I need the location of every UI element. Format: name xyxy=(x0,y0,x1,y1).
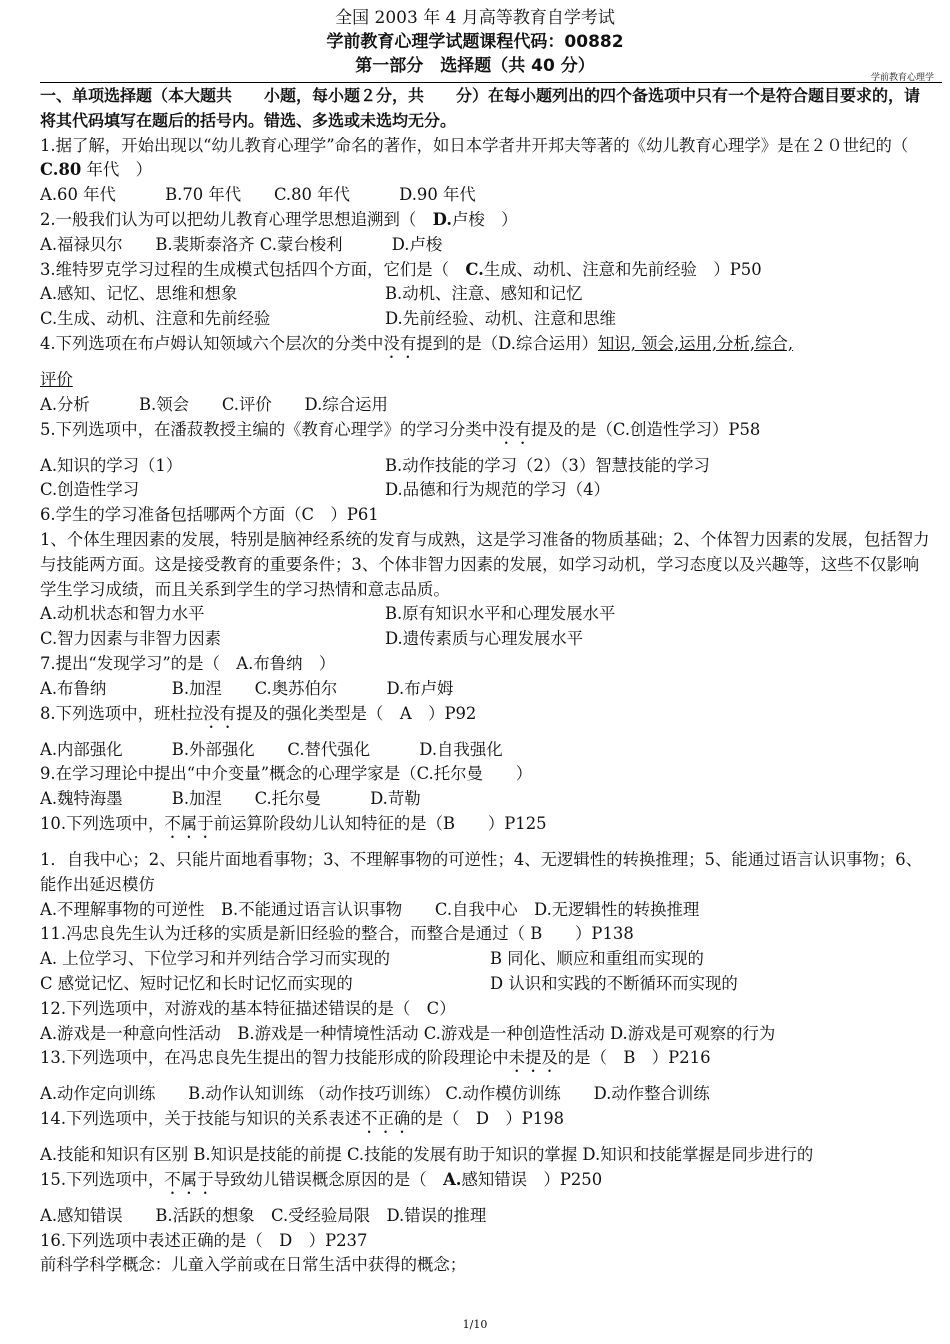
question-15-options: A.感知错误 B.活跃的想象 C.受经验局限 D.错误的推理 xyxy=(40,1205,487,1225)
question-1-stem: 1.据了解，开始出现以“幼儿教育心理学”命名的著作，如日本学者井开邦夫等著的《幼儿教育心理学》是在２０世纪的（ C.80 年代 ） xyxy=(40,135,925,180)
question-9-stem: 9.在学习理论中提出“中介变量”概念的心理学家是（C.托尔曼 ） xyxy=(40,764,533,784)
question-2-options: A.福禄贝尔 B.裴斯泰洛齐 C.蒙台梭利 D.卢梭 xyxy=(40,234,443,254)
page-header xyxy=(0,6,950,78)
header-rule xyxy=(40,82,942,83)
question-5-options-row-2: C.创造性学习 D.品德和行为规范的学习（4） xyxy=(40,480,610,500)
page-number: 1/10 xyxy=(462,1318,488,1331)
question-7-stem: 7.提出“发现学习”的是（ A.布鲁纳 ） xyxy=(40,653,336,673)
question-6-note: 1、个体生理因素的发展，特别是脑神经系统的发育与成熟，这是学习准备的物质基础；2、个体智力因素的发展，包括智力与技能两方面。这是接受教育的重要条件；3、个体非智力因素的发展，如学习动机，学习态度以及兴趣等，这些不仅影响学生学习成绩，而且关系到学生的学习热情和意志品质。 xyxy=(40,529,930,599)
question-3-options-row-1: A.感知、记忆、思维和想象 B.动机、注意、感知和记忆 xyxy=(40,284,583,304)
part-title: 第一部分 选择题（共 40 分） xyxy=(355,56,595,76)
question-5-options-row-1: A.知识的学习（1） B.动作技能的学习（2）（3）智慧技能的学习 xyxy=(40,455,710,475)
question-3-options-row-2: C.生成、动机、注意和先前经验 D.先前经验、动机、注意和思维 xyxy=(40,309,616,329)
question-2-stem: 2.一般我们认为可以把幼儿教育心理学思想追溯到（ D.卢梭 ） xyxy=(40,209,518,229)
question-16-stem: 16.下列选项中表述正确的是（ D ）P237 xyxy=(40,1230,368,1250)
question-10-note: 1．自我中心；2、只能片面地看事物；3、不理解事物的可逆性；4、无逻辑性的转换推理；5、能通过语言认识事物；6、能作出延迟模仿 xyxy=(40,849,923,894)
question-3-answer: C. xyxy=(465,259,484,279)
question-12-stem: 12.下列选项中，对游戏的基本特征描述错误的是（ C） xyxy=(40,998,456,1018)
question-10-options: A.不理解事物的可逆性 B.不能通过语言认识事物 C.自我中心 D.无逻辑性的转换推理 xyxy=(40,899,700,919)
question-4-stem: 4.下列选项在布卢姆认知领域六个层次的分类中没有提到的是（D.综合运用）知识, 领会,运用,分析,综合, xyxy=(40,333,794,353)
question-5-stem: 5.下列选项中，在潘菽教授主编的《教育心理学》的学习分类中没有提及的是（C.创造性学习）P58 xyxy=(40,419,761,439)
question-6-stem: 6.学生的学习准备包括哪两个方面（C ）P61 xyxy=(40,505,379,525)
question-3-stem: 3.维特罗克学习过程的生成模式包括四个方面，它们是（ C.生成、动机、注意和先前经验 ）P50 xyxy=(40,259,762,279)
question-11-options-row-2: C 感觉记忆、短时记忆和长时记忆而实现的 D 认识和实践的不断循环而实现的 xyxy=(40,973,738,993)
question-12-options: A.游戏是一种意向性活动 B.游戏是一种情境性活动 C.游戏是一种创造性活动 D.游戏是可观察的行为 xyxy=(40,1023,776,1043)
running-header: 学前教育心理学 xyxy=(870,73,934,83)
question-4-note: 知识, 领会,运用,分析,综合, xyxy=(597,333,794,353)
question-1-options: A.60 年代 B.70 年代 C.80 年代 D.90 年代 xyxy=(40,185,476,205)
question-6-options-row-2: C.智力因素与非智力因素 D.遗传素质与心理发展水平 xyxy=(40,629,584,649)
question-4-options: A.分析 B.领会 C.评价 D.综合运用 xyxy=(40,394,388,414)
question-16-note: 前科学科学概念：儿童入学前或在日常生活中获得的概念； xyxy=(40,1255,467,1275)
question-15-answer: A. xyxy=(443,1169,462,1189)
question-9-options: A.魏特海墨 B.加涅 C.托尔曼 D.苛勒 xyxy=(40,789,421,809)
question-2-answer: D. xyxy=(432,209,452,229)
question-6-options-row-1: A.动机状态和智力水平 B.原有知识水平和心理发展水平 xyxy=(40,604,616,624)
question-13-options: A.动作定向训练 B.动作认知训练 （动作技巧训练） C.动作模仿训练 D.动作整合训练 xyxy=(40,1084,710,1104)
question-15-stem: 15.下列选项中，不属于导致幼儿错误概念原因的是（ A.感知错误 ）P250 xyxy=(40,1169,603,1189)
section-instructions: 一、单项选择题（本大题共 小题，每小题２分，共 分）在每小题列出的四个备选项中只有一个是符合题目要求的，请将其代码填写在题后的括号内。错选、多选或未选均无分。 xyxy=(40,86,921,130)
question-13-stem: 13.下列选项中，在冯忠良先生提出的智力技能形成的阶段理论中未提及的是（ B ）P216 xyxy=(40,1048,711,1068)
exam-title: 全国 2003 年 4 月高等教育自学考试 xyxy=(335,8,615,28)
question-4-note-cont: 评价 xyxy=(40,369,73,389)
question-11-stem: 11.冯忠良先生认为迁移的实质是新旧经验的整合，而整合是通过（ B ）P138 xyxy=(40,924,634,944)
exam-body xyxy=(40,84,935,1278)
question-8-stem: 8.下列选项中，班杜拉没有提及的强化类型是（ A ）P92 xyxy=(40,703,477,723)
question-7-options: A.布鲁纳 B.加涅 C.奥苏伯尔 D.布卢姆 xyxy=(40,678,454,698)
question-8-options: A.内部强化 B.外部强化 C.替代强化 D.自我强化 xyxy=(40,739,503,759)
question-11-options-row-1: A. 上位学习、下位学习和并列结合学习而实现的 B 同化、顺应和重组而实现的 xyxy=(40,949,704,969)
question-10-stem: 10.下列选项中，不属于前运算阶段幼儿认知特征的是（B ）P125 xyxy=(40,813,547,833)
question-14-options: A.技能和知识有区别 B.知识是技能的前提 C.技能的发展有助于知识的掌握 D.知识和技能掌握是同步进行的 xyxy=(40,1145,814,1165)
course-title: 学前教育心理学试题课程代码：00882 xyxy=(326,32,624,52)
question-1-answer: C.80 xyxy=(40,160,82,180)
question-14-stem: 14.下列选项中，关于技能与知识的关系表述不正确的是（ D ）P198 xyxy=(40,1109,565,1129)
